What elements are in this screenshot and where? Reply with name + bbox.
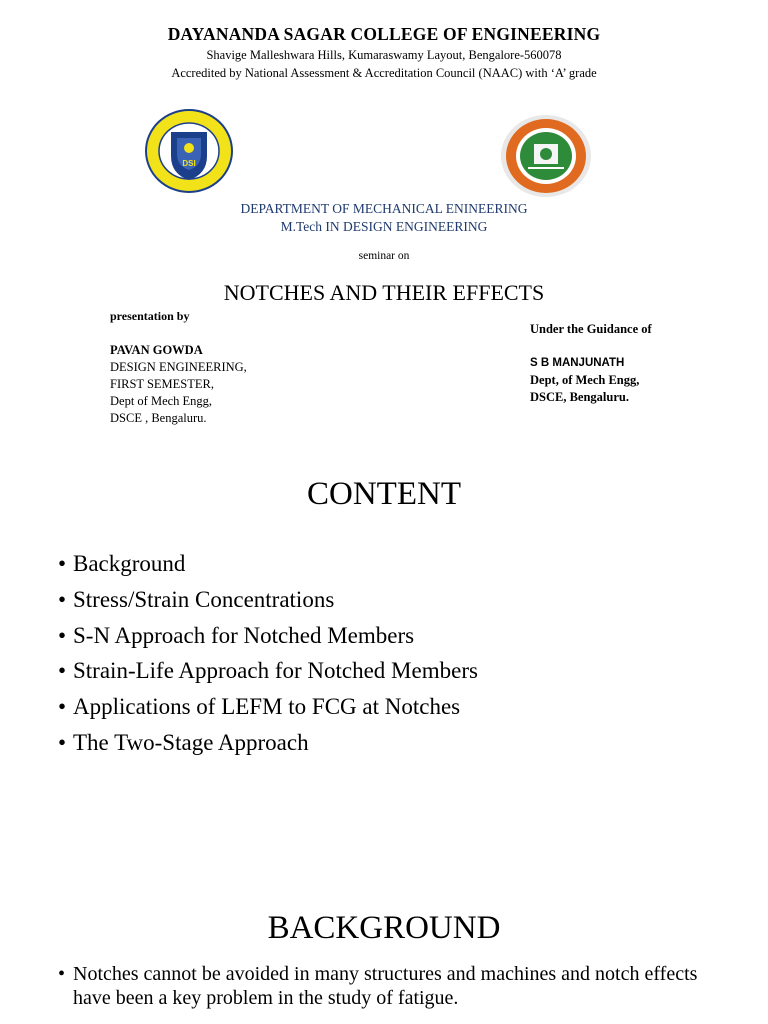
presenter-line: Dept of Mech Engg, [110, 394, 213, 408]
list-item [58, 689, 478, 725]
department-name: DEPARTMENT OF MECHANICAL ENINEERING [240, 201, 528, 216]
presenter-line: FIRST SEMESTER, [110, 377, 214, 391]
list-item-text: S-N Approach for Notched Members [73, 622, 415, 648]
accreditation-line: Accredited by National Assessment & Accreditation Council (NAAC) with ‘A’ grade [171, 66, 597, 80]
list-item [58, 546, 478, 582]
list-item [58, 582, 478, 618]
seminar-label: seminar on [358, 250, 410, 262]
presenter-line: DSCE , Bengaluru. [110, 411, 207, 425]
university-seal-logo [500, 114, 592, 198]
guide-name: S B MANJUNATH [530, 357, 625, 369]
bullet-icon: • [58, 963, 66, 985]
content-bullet-list [58, 546, 478, 761]
list-item [58, 618, 478, 654]
background-bullet [58, 962, 738, 1010]
list-item-text: Applications of LEFM to FCG at Notches [73, 694, 461, 720]
background-bullet-text: Notches cannot be avoided in many structures and machines and notch effects have been a key problem in the study of fatigue. [73, 963, 698, 1009]
presenter-line: DESIGN ENGINEERING, [110, 360, 247, 374]
program-name: M.Tech IN DESIGN ENGINEERING [280, 219, 488, 234]
bullet-icon: • [58, 551, 67, 576]
list-item-text: Strain-Life Approach for Notched Members [73, 658, 478, 684]
background-slide-title: BACKGROUND [267, 910, 501, 946]
list-item-text: Background [73, 551, 186, 576]
content-slide-title: CONTENT [307, 476, 461, 512]
list-item [58, 653, 478, 689]
presenter-heading: presentation by [110, 309, 190, 323]
seminar-title: NOTCHES AND THEIR EFFECTS [223, 280, 545, 305]
bullet-icon: • [58, 622, 67, 648]
list-item-text: The Two-Stage Approach [73, 729, 309, 755]
presenter-name: PAVAN GOWDA [110, 343, 203, 357]
college-address: Shavige Malleshwara Hills, Kumaraswamy Layout, Bengalore-560078 [206, 48, 562, 62]
guide-heading: Under the Guidance of [530, 322, 652, 336]
college-name: DAYANANDA SAGAR COLLEGE OF ENGINEERING [167, 24, 601, 44]
bullet-icon: • [58, 586, 67, 612]
list-item-text: Stress/Strain Concentrations [73, 586, 335, 612]
bullet-icon: • [58, 694, 67, 720]
dsi-logo-text: DSI [182, 159, 196, 168]
list-item [58, 725, 478, 761]
guide-line: DSCE, Bengaluru. [530, 390, 629, 404]
bullet-icon: • [58, 658, 67, 684]
bullet-icon: • [58, 729, 67, 755]
dsi-logo [144, 108, 234, 194]
guide-line: Dept, of Mech Engg, [530, 373, 640, 387]
